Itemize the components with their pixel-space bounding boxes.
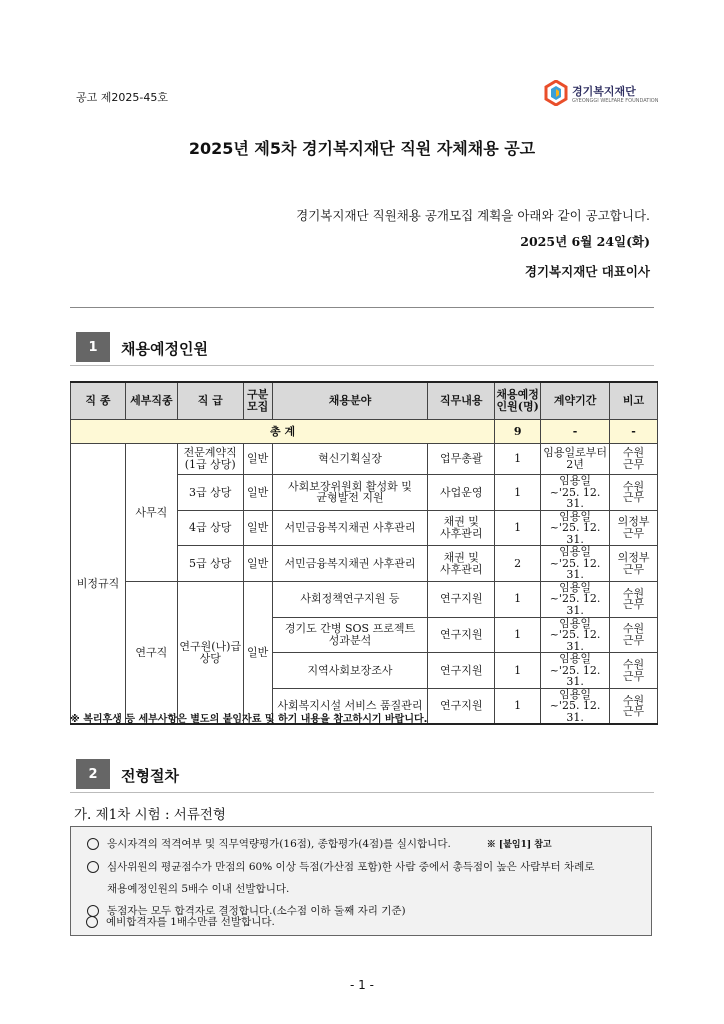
note-cell: 수원 근무: [610, 688, 658, 724]
page-number: - 1 -: [350, 978, 374, 992]
hiring-table: [70, 381, 658, 725]
circle-bullet-icon: [87, 838, 99, 850]
bullet-text: 응시자격의 적격여부 및 직무역량평가(16점), 종합평가(4점)를 실시합니다.: [107, 838, 451, 850]
divider: [70, 307, 654, 308]
count-cell: 2: [495, 546, 541, 582]
field-cell: 사회보장위원회 활성화 및 균형발전 지원: [272, 475, 428, 511]
header-cell: 채용예정 인원(명): [495, 382, 541, 420]
period-cell: 임용일 ~'25. 12. 31.: [541, 581, 610, 617]
header-cell: 비고: [610, 382, 658, 420]
kind-cell: 일반: [243, 510, 272, 546]
note-cell: 의정부 근무: [610, 546, 658, 582]
section-underline: [70, 792, 654, 793]
grade-cell: 5급 상당: [177, 546, 243, 582]
header-cell: 직무내용: [428, 382, 495, 420]
note-cell: 수원 근무: [610, 653, 658, 689]
grade-cell: 전문계약직 (1급 상당): [177, 444, 243, 475]
logo-mark-icon: [544, 80, 568, 106]
logo-text: 경기복지재단: [572, 85, 636, 98]
bullet-text: 동점자는 모두 합격자로 결정합니다.(소수점 이하 둘째 자리 기준): [107, 905, 406, 917]
header-cell: 구분 모집: [243, 382, 272, 420]
period-cell: 임용일 ~'25. 12. 31.: [541, 688, 610, 724]
bullet-text: 심사위원의 평균점수가 만점의 60% 이상 득점(가산점 포함)한 사람 중에서 총득점이 높은 사람부터 차례로: [107, 861, 595, 873]
note-cell: 수원 근무: [610, 617, 658, 653]
section-number: 2: [76, 759, 110, 789]
count-cell: 1: [495, 617, 541, 653]
field-cell: 서민금융복지채권 사후관리: [272, 546, 428, 582]
list-item: [87, 859, 594, 874]
note-cell: 수원 근무: [610, 475, 658, 511]
circle-bullet-icon: [87, 861, 99, 873]
table-row: [71, 444, 658, 475]
count-cell: 1: [495, 653, 541, 689]
table-row: [71, 581, 658, 617]
section-underline: [70, 365, 654, 366]
field-cell: 사회정책연구지원 등: [272, 581, 428, 617]
total-note: -: [610, 420, 658, 444]
count-cell: 1: [495, 510, 541, 546]
duty-cell: 채권 및 사후관리: [428, 546, 495, 582]
note-cell: 수원 근무: [610, 581, 658, 617]
signatory: 경기복지재단 대표이사: [524, 264, 650, 279]
list-item: [87, 836, 552, 851]
period-cell: 임용일 ~'25. 12. 31.: [541, 475, 610, 511]
total-row: [71, 420, 658, 444]
header-cell: 계약기간: [541, 382, 610, 420]
duty-cell: 연구지원: [428, 653, 495, 689]
attachment-ref: ※ [붙임1] 참고: [486, 840, 552, 850]
list-item: [86, 914, 275, 929]
header-cell: 채용분야: [272, 382, 428, 420]
list-item-continued: [107, 881, 289, 896]
count-cell: 1: [495, 475, 541, 511]
count-cell: 1: [495, 688, 541, 724]
grade-cell: 4급 상당: [177, 510, 243, 546]
job-type-cell: 비정규직: [71, 444, 126, 725]
notice-number: 공고 제2025-45호: [76, 91, 168, 104]
circle-bullet-icon: [86, 916, 98, 928]
kind-cell: 일반: [243, 444, 272, 475]
table-note: ※ 복리후생 등 세부사항은 별도의 붙임자료 및 하기 내용을 참고하시기 바랍니다.: [70, 714, 428, 725]
note-cell: 의정부 근무: [610, 510, 658, 546]
period-cell: 임용일 ~'25. 12. 31.: [541, 546, 610, 582]
total-label: 총 계: [71, 420, 495, 444]
research-kind-cell: 일반: [243, 581, 272, 724]
period-cell: 임용일 ~'25. 12. 31.: [541, 617, 610, 653]
period-cell: 임용일로부터 2년: [541, 444, 610, 475]
sub-heading: 가. 제1차 시험 : 서류전형: [74, 807, 226, 823]
field-cell: 사회복지시설 서비스 품질관리: [272, 688, 428, 724]
group-research-cell: 연구직: [125, 581, 177, 724]
duty-cell: 연구지원: [428, 617, 495, 653]
section-title: 채용예정인원: [121, 340, 208, 358]
header-cell: 세부직종: [125, 382, 177, 420]
field-cell: 지역사회보장조사: [272, 653, 428, 689]
period-cell: 임용일 ~'25. 12. 31.: [541, 653, 610, 689]
intro-text: 경기복지재단 직원채용 공개모집 계획을 아래와 같이 공고합니다.: [296, 208, 650, 223]
duty-cell: 연구지원: [428, 688, 495, 724]
header-cell: 직 급: [177, 382, 243, 420]
duty-cell: 업무총괄: [428, 444, 495, 475]
group-office-cell: 사무직: [125, 444, 177, 582]
total-period: -: [541, 420, 610, 444]
notice-date: 2025년 6월 24일(화): [520, 234, 650, 249]
logo-subtext: GYEONGGI WELFARE FOUNDATION: [572, 98, 659, 104]
count-cell: 1: [495, 444, 541, 475]
page-title: 2025년 제5차 경기복지재단 직원 자체채용 공고: [188, 139, 536, 158]
kind-cell: 일반: [243, 475, 272, 511]
total-count: 9: [495, 420, 541, 444]
header-cell: 직 종: [71, 382, 126, 420]
duty-cell: 연구지원: [428, 581, 495, 617]
count-cell: 1: [495, 581, 541, 617]
section-number: 1: [76, 332, 110, 362]
table-header-row: [71, 382, 658, 420]
bullet-text: 채용예정인원의 5배수 이내 선발합니다.: [107, 883, 290, 895]
grade-cell: 3급 상당: [177, 475, 243, 511]
duty-cell: 사업운영: [428, 475, 495, 511]
duty-cell: 채권 및 사후관리: [428, 510, 495, 546]
field-cell: 서민금융복지채권 사후관리: [272, 510, 428, 546]
foundation-logo: [544, 80, 659, 110]
period-cell: 임용일 ~'25. 12. 31.: [541, 510, 610, 546]
field-cell: 혁신기획실장: [272, 444, 428, 475]
research-grade-cell: 연구원(나)급 상당: [177, 581, 243, 724]
bullet-text: 예비합격자를 1배수만큼 선발합니다.: [106, 916, 275, 928]
kind-cell: 일반: [243, 546, 272, 582]
section-title: 전형절차: [121, 767, 179, 785]
note-cell: 수원 근무: [610, 444, 658, 475]
field-cell: 경기도 간병 SOS 프로젝트 성과분석: [272, 617, 428, 653]
